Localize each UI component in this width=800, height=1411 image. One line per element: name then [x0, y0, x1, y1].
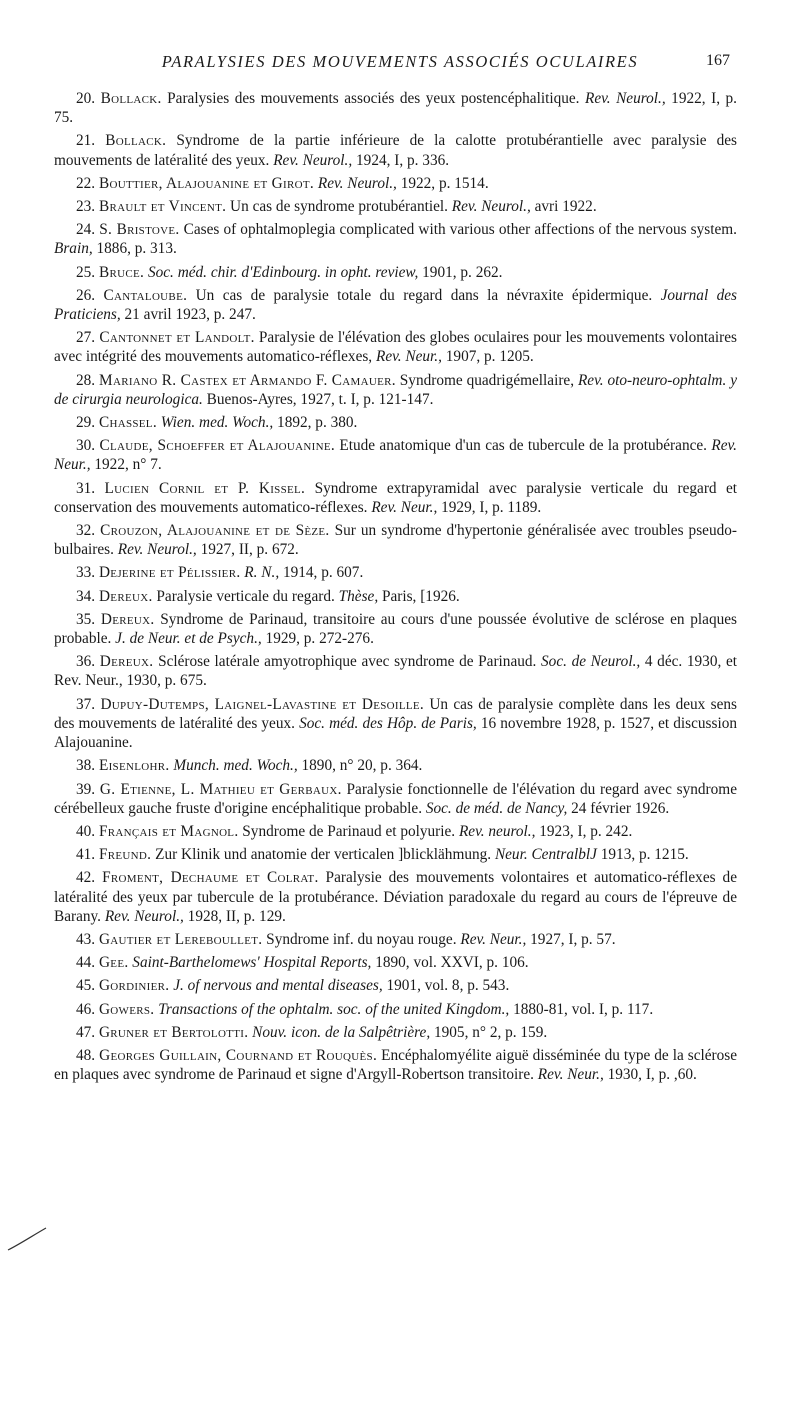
reference-number: 36. — [76, 653, 96, 671]
reference-title: Sur un syndrome d'hypertonie généralisée avec troubles pseudo-bulbaires. — [54, 522, 737, 559]
reference-details: 1901, vol. 8, p. 543. — [382, 977, 510, 995]
reference-title: Paralysie de l'élévation des globes oculaires pour les mouvements volontaires avec intégrité des mouvements automatico-réflexes, — [54, 329, 737, 366]
reference-details: 21 avril 1923, p. 247. — [120, 306, 256, 324]
reference-title: Paralysies des mouvements associés des yeux postencéphalitique. — [161, 90, 585, 107]
reference-authors: Gordinier. — [98, 977, 170, 995]
reference-entry — [54, 652, 737, 690]
reference-number: 38. — [76, 757, 96, 775]
reference-authors: Dupuy-Dutemps, Laignel-Lavastine et Desoille. — [100, 695, 425, 713]
reference-source: Journal des Praticiens, — [54, 286, 737, 324]
reference-entry — [54, 822, 737, 841]
reference-authors: Cantaloube. — [103, 286, 188, 304]
reference-entry — [54, 780, 737, 818]
page-header — [0, 52, 800, 76]
reference-number: 39. — [76, 780, 96, 798]
reference-entry — [54, 563, 737, 582]
reference-number: 20. — [76, 90, 96, 107]
reference-entry — [54, 845, 737, 864]
reference-title: Syndrome inf. du noyau rouge. — [262, 930, 461, 948]
reference-details: 1886, p. 313. — [92, 240, 177, 258]
reference-authors: Bouttier, Alajouanine et Girot. — [98, 174, 315, 192]
reference-entry — [54, 328, 737, 366]
reference-source: Rev. Neur., — [537, 1066, 604, 1084]
reference-details: 1914, p. 607. — [279, 564, 364, 582]
reference-source: Brain, — [54, 240, 93, 258]
reference-details: 24 février 1926. — [567, 799, 670, 817]
reference-number: 27. — [76, 329, 96, 347]
reference-authors: Lucien Cornil et P. Kissel. — [104, 479, 306, 497]
reference-details: 1929, p. 272-276. — [261, 630, 374, 648]
reference-authors: Gee. — [98, 954, 129, 972]
reference-entry — [54, 197, 737, 216]
reference-entry — [54, 131, 737, 169]
reference-source: Soc. méd. des Hôp. de Paris, — [299, 714, 477, 732]
reference-source: Rev. Neur., — [54, 437, 737, 474]
reference-authors: Claude, Schoeffer et Alajouanine. — [99, 437, 336, 455]
reference-details: Buenos-Ayres, 1927, t. I, p. 121-147. — [202, 390, 434, 408]
reference-title: Encéphalomyélite aiguë disséminée du type de la sclérose en plaques avec syndrome de Parinaud et signe d'Argyll-Robertson transitoire. — [54, 1046, 738, 1084]
reference-source: Soc. de méd. de Nancy, — [425, 799, 568, 817]
reference-number: 26. — [76, 286, 96, 304]
reference-authors: Froment, Dechaume et Colrat. — [102, 869, 319, 887]
reference-source: Soc. de Neurol., — [541, 653, 641, 671]
reference-source: Rev. Neur., — [371, 498, 438, 516]
reference-source: Rev. Neurol., — [104, 907, 184, 925]
reference-authors: Georges Guillain, Cournand et Rouquès. — [99, 1046, 378, 1064]
reference-details: 1890, n° 20, p. 364. — [297, 757, 423, 775]
reference-title: Syndrome quadrigémellaire, — [395, 371, 578, 389]
reference-number: 34. — [76, 587, 96, 605]
reference-authors: Cantonnet et Landolt. — [99, 329, 255, 347]
reference-title: Paralysie verticale du regard. — [152, 587, 339, 605]
reference-authors: Eisenlohr. — [98, 757, 170, 775]
reference-entry — [54, 371, 737, 409]
reference-details: 1929, I, p. 1189. — [437, 498, 542, 516]
reference-number: 22. — [76, 174, 96, 192]
reference-details: 1927, II, p. 672. — [196, 541, 299, 559]
reference-entry — [54, 695, 737, 753]
reference-number: 37. — [76, 695, 96, 713]
reference-source: R. N., — [244, 564, 280, 582]
reference-details: 1924, I, p. 336. — [352, 151, 450, 169]
reference-title: Syndrome extrapyramidal avec paralysie verticale du regard et conservation des mouvements automatico-réflexes. — [54, 479, 737, 516]
reference-source: Rev. Neur., — [375, 348, 442, 366]
reference-title: Paralysie fonctionnelle de l'élévation du regard avec syndrome cérébelleux gauche fruste d'origine encéphalitique probable. — [54, 780, 737, 817]
reference-authors: Crouzon, Alajouanine et de Sèze. — [100, 522, 330, 540]
reference-entry — [54, 89, 737, 127]
reference-details: Paris, [1926. — [378, 587, 460, 605]
reference-authors: Bollack. — [100, 90, 162, 107]
reference-source: Thèse, — [338, 587, 379, 605]
reference-authors: Dereux. — [98, 587, 153, 605]
reference-entry — [54, 930, 737, 949]
reference-title: Syndrome de la partie inférieure de la calotte protubérantielle avec paralysie des mouvements de latéralité des yeux. — [54, 132, 737, 169]
reference-entry — [54, 1023, 737, 1042]
reference-title: Syndrome de Parinaud, transitoire au cours d'une poussée évolutive de sclérose en plaques probable. — [54, 610, 737, 648]
reference-entry — [54, 220, 737, 258]
reference-title: Cases of ophtalmoplegia complicated with various other affections of the nervous system. — [179, 221, 738, 239]
reference-number: 47. — [76, 1023, 96, 1041]
reference-entry — [54, 1046, 737, 1084]
reference-number: 35. — [76, 610, 96, 628]
reference-title: Un cas de paralysie totale du regard dans la névraxite épidermique. — [187, 286, 661, 304]
reference-details: 16 novembre 1928, p. 1527, et discussion Alajouanine. — [54, 714, 737, 752]
reference-source: Soc. méd. chir. d'Edinbourg. in opht. review, — [147, 263, 419, 281]
reference-number: 30. — [76, 437, 96, 455]
reference-authors: Français et Magnol. — [98, 822, 239, 840]
reference-details: 1922, p. 1514. — [396, 174, 489, 192]
reference-entry — [54, 868, 737, 926]
reference-details: 1892, p. 380. — [273, 414, 358, 432]
reference-number: 33. — [76, 564, 96, 582]
reference-title: Paralysie des mouvements volontaires et automatico-réflexes de latéralité des yeux par tubercule de la protubérance. Déviation paradoxale du regard au cours de l'épreuve de Barany. — [54, 869, 737, 925]
reference-authors: Dejerine et Pélissier. — [98, 564, 241, 582]
reference-source: Munch. med. Woch., — [173, 757, 298, 775]
reference-details: 1901, p. 262. — [418, 263, 503, 281]
reference-details: 1880-81, vol. I, p. 117. — [509, 1000, 654, 1018]
reference-source: Rev. Neurol., — [273, 151, 353, 169]
reference-entry — [54, 263, 737, 282]
reference-entry — [54, 587, 737, 606]
reference-details: 1913, p. 1215. — [596, 846, 689, 864]
reference-number: 28. — [76, 371, 96, 389]
reference-authors: Bollack. — [105, 132, 167, 150]
reference-title: Un cas de paralysie complète dans les deux sens des mouvements de latéralité des yeux. — [54, 695, 737, 732]
reference-source: Transactions of the ophtalm. soc. of the united Kingdom., — [158, 1000, 510, 1018]
reference-details: 1927, I, p. 57. — [526, 930, 616, 948]
reference-authors: Dereux. — [100, 610, 155, 628]
reference-number: 45. — [76, 977, 96, 995]
reference-details: 1928, II, p. 129. — [183, 907, 286, 925]
reference-entry — [54, 413, 737, 432]
reference-authors: S. Bristove. — [99, 221, 180, 239]
reference-authors: Gowers. — [98, 1000, 155, 1018]
reference-details: 1922, n° 7. — [90, 456, 162, 474]
reference-entry — [54, 756, 737, 775]
reference-details: 4 déc. 1930, et Rev. Neur., 1930, p. 675. — [54, 653, 737, 690]
reference-authors: G. Etienne, L. Mathieu et Gerbaux. — [99, 780, 342, 798]
reference-number: 42. — [76, 869, 96, 887]
reference-title: Zur Klinik und anatomie der verticalen ]blicklähmung. — [151, 846, 495, 864]
reference-source: Rev. Neurol., — [585, 90, 666, 107]
reference-number: 41. — [76, 846, 96, 864]
handwritten-pen-mark — [6, 1224, 66, 1254]
reference-authors: Mariano R. Castex et Armando F. Camauer. — [99, 371, 396, 389]
reference-entry — [54, 521, 737, 559]
reference-number: 31. — [76, 479, 96, 497]
reference-details: 1890, vol. XXVI, p. 106. — [371, 954, 529, 972]
reference-source: J. of nervous and mental diseases, — [173, 977, 383, 995]
reference-details: avri 1922. — [530, 198, 597, 216]
reference-entry — [54, 976, 737, 995]
reference-number: 23. — [76, 198, 96, 216]
reference-authors: Chassel. — [98, 414, 157, 432]
reference-entry — [54, 174, 737, 193]
reference-title: Sclérose latérale amyotrophique avec syndrome de Parinaud. — [153, 653, 542, 671]
reference-details: 1907, p. 1205. — [441, 348, 534, 366]
reference-entry — [54, 953, 737, 972]
reference-source: J. de Neur. et de Psych., — [115, 630, 262, 648]
reference-number: 29. — [76, 414, 96, 432]
running-title: PARALYSIES DES MOUVEMENTS ASSOCIÉS OCULAIRES — [161, 52, 639, 71]
reference-number: 44. — [76, 954, 96, 972]
reference-number: 32. — [76, 522, 96, 540]
reference-number: 48. — [76, 1046, 96, 1064]
reference-source: Rev. neurol., — [458, 822, 536, 840]
reference-title: Syndrome de Parinaud et polyurie. — [238, 822, 459, 840]
reference-number: 40. — [76, 822, 96, 840]
reference-entry — [54, 1000, 737, 1019]
reference-details: 1923, I, p. 242. — [535, 822, 633, 840]
reference-authors: Brault et Vincent. — [98, 198, 227, 216]
reference-source: Rev. Neurol., — [117, 541, 197, 559]
reference-entry — [54, 286, 737, 324]
reference-authors: Bruce. — [98, 263, 145, 281]
reference-source: Neur. CentralblJ — [494, 846, 597, 864]
reference-authors: Dereux. — [99, 653, 154, 671]
reference-authors: Gautier et Lereboullet. — [98, 930, 263, 948]
reference-authors: Freund. — [98, 846, 152, 864]
reference-entry — [54, 479, 737, 517]
reference-source: Nouv. icon. de la Salpêtrière, — [252, 1023, 431, 1041]
page-number: 167 — [706, 52, 730, 69]
reference-source: Rev. Neur., — [460, 930, 527, 948]
reference-number: 43. — [76, 930, 96, 948]
reference-title: Etude anatomique d'un cas de tubercule de la protubérance. — [335, 437, 712, 455]
reference-source: Saint-Barthelomews' Hospital Reports, — [132, 954, 372, 972]
reference-title: Un cas de syndrome protubérantiel. — [226, 198, 452, 216]
reference-details: 1930, I, p. ,60. — [603, 1066, 697, 1084]
reference-list — [54, 89, 737, 1088]
reference-number: 24. — [76, 221, 96, 239]
reference-authors: Gruner et Bertolotti. — [98, 1023, 249, 1041]
reference-entry — [54, 436, 737, 474]
reference-source: Rev. Neurol., — [317, 174, 397, 192]
reference-source: Rev. Neurol., — [451, 198, 531, 216]
reference-details: 1922, I, p. 75. — [54, 90, 737, 127]
reference-entry — [54, 610, 737, 648]
reference-details: 1905, n° 2, p. 159. — [430, 1023, 548, 1041]
reference-source: Rev. oto-neuro-ophtalm. y de cirurgia neurologica. — [54, 371, 737, 408]
reference-number: 21. — [76, 132, 96, 150]
reference-number: 46. — [76, 1000, 96, 1018]
reference-source: Wien. med. Woch., — [160, 414, 274, 432]
reference-number: 25. — [76, 263, 96, 281]
